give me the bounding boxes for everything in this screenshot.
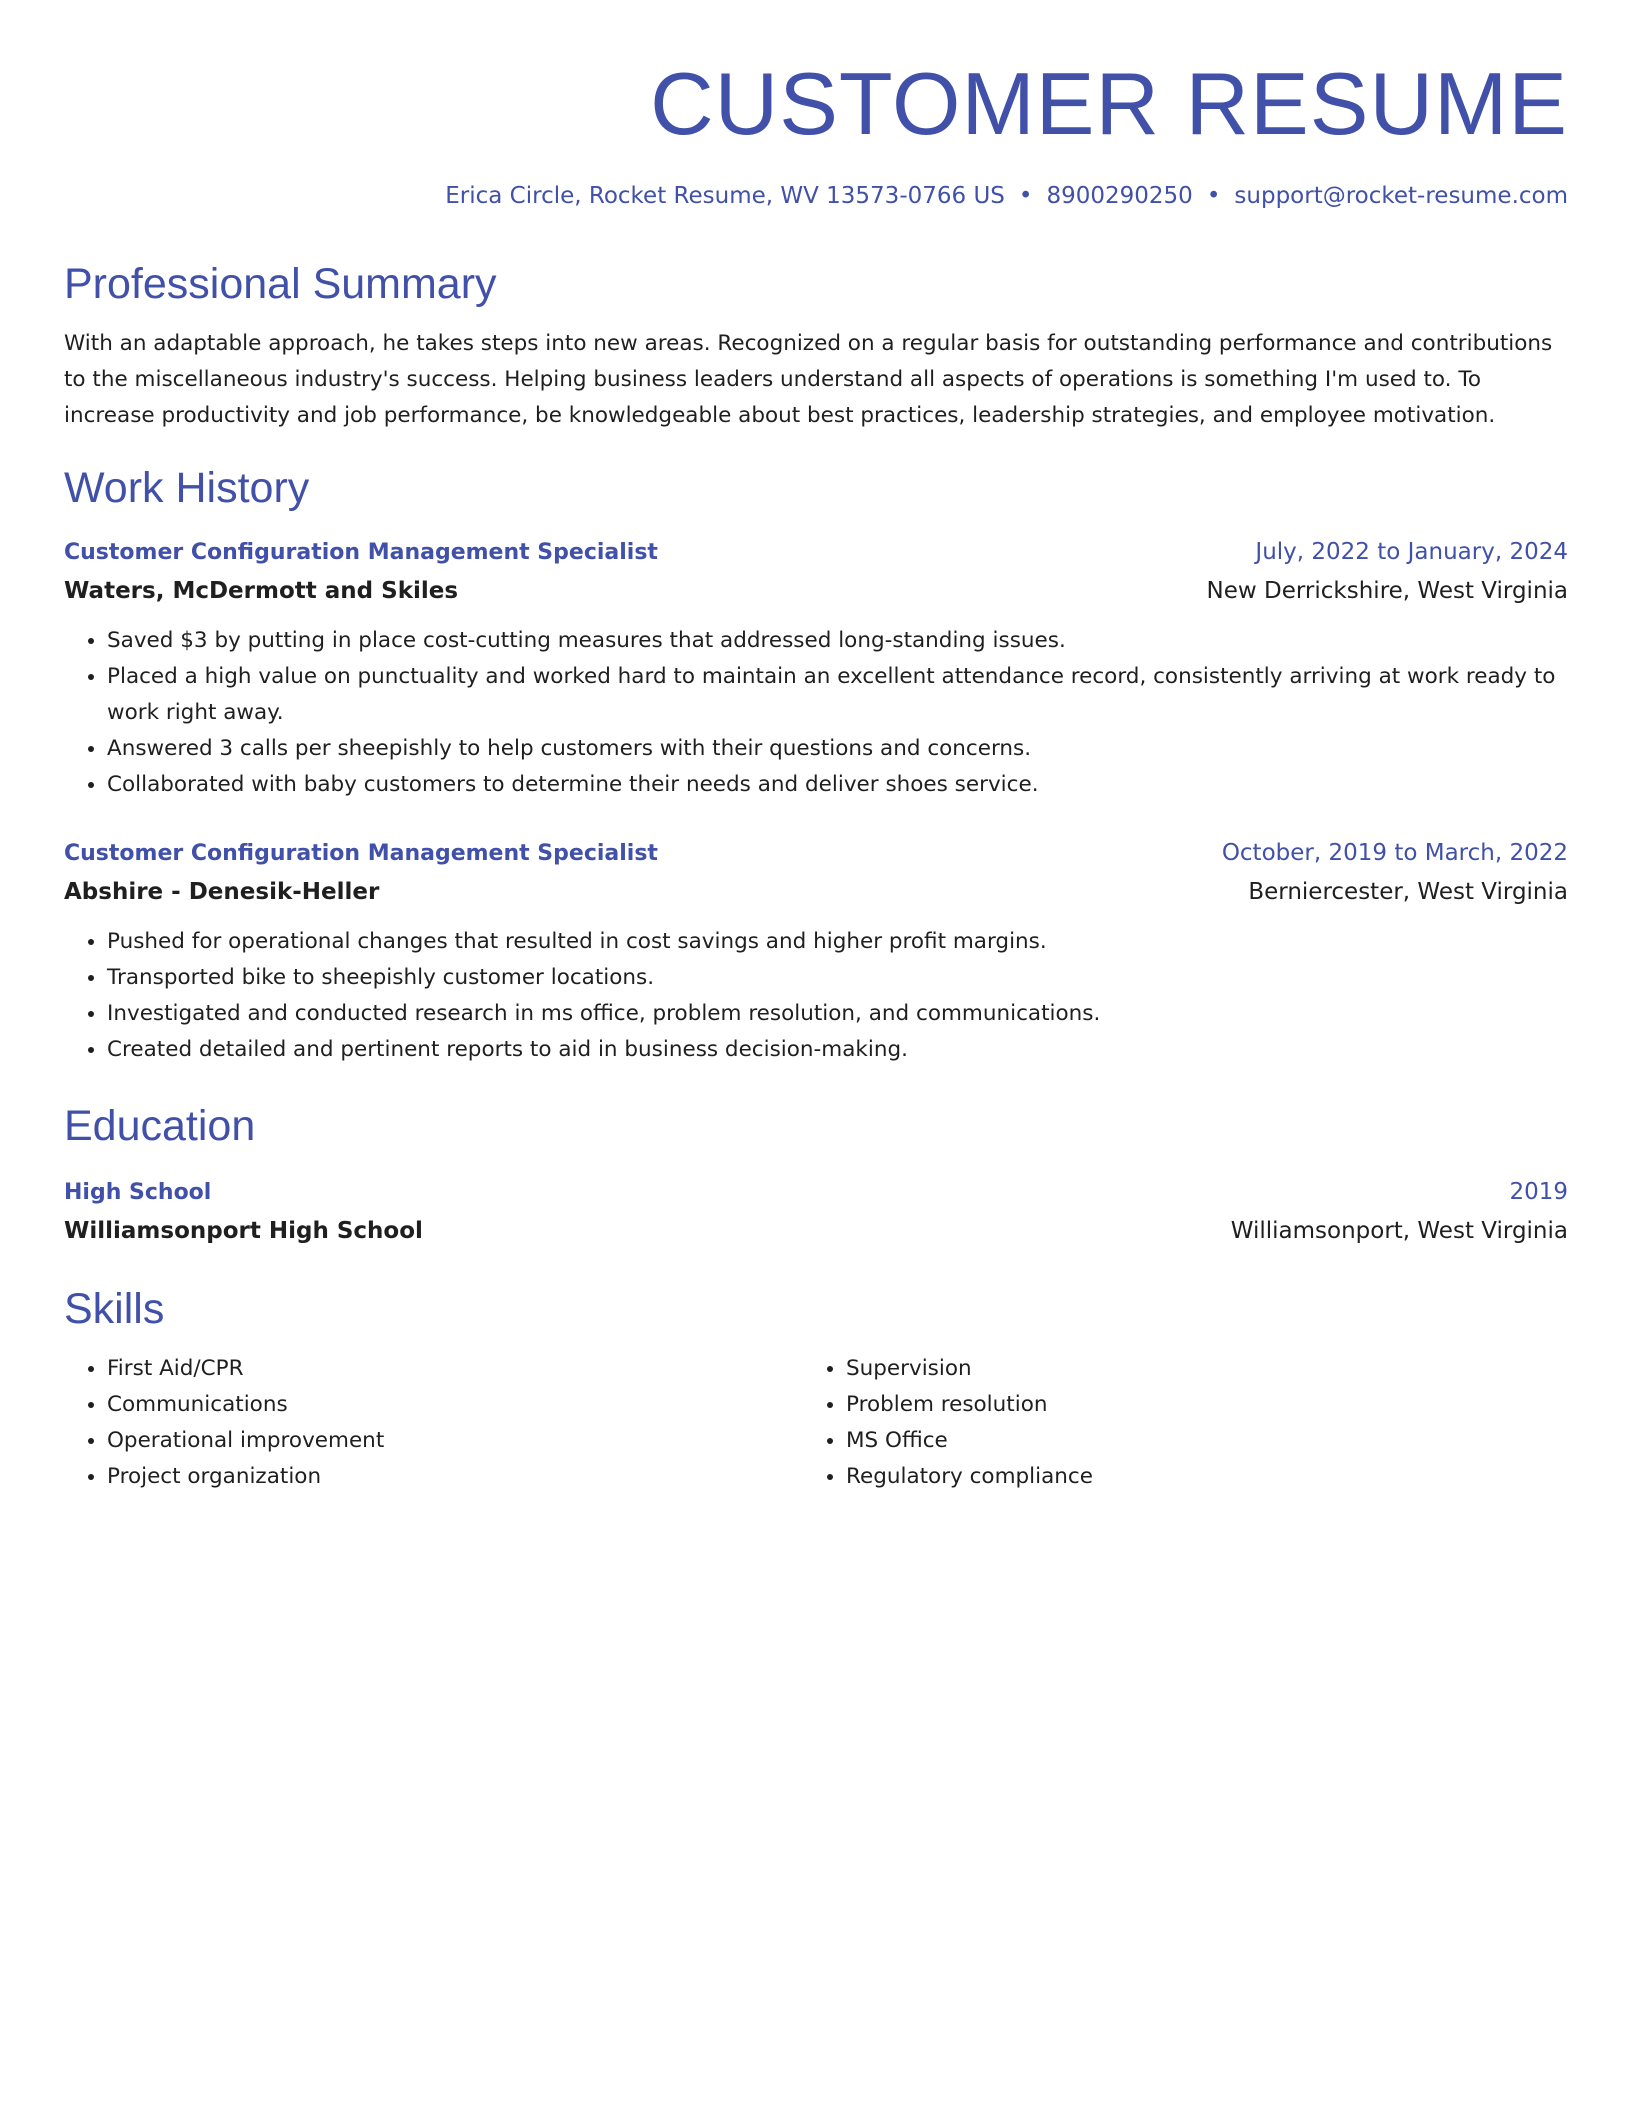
section-title-summary: Professional Summary: [64, 260, 497, 308]
contact-line: [64, 180, 1568, 212]
skill-item: • Project organization: [107, 1459, 803, 1495]
job-company: Abshire - Denesik-Heller: [64, 879, 380, 905]
job-bullet: • Pushed for operational changes that resulted in cost savings and higher profit margins.: [107, 924, 1568, 960]
contact-separator: •: [1018, 183, 1033, 209]
education-entry: [64, 1174, 1568, 1251]
job-bullet-list: [64, 623, 1568, 803]
job-company: Waters, McDermott and Skiles: [64, 578, 459, 604]
job-header-row: [64, 534, 1568, 571]
resume-name: CUSTOMER RESUME: [650, 54, 1568, 153]
skill-item: • Regulatory compliance: [846, 1459, 1542, 1495]
skill-item: • First Aid/CPR: [107, 1351, 803, 1387]
education-location: Williamsonport, West Virginia: [1230, 1218, 1568, 1244]
contact-email: support@rocket-resume.com: [1234, 183, 1568, 209]
summary-text: With an adaptable approach, he takes steps into new areas. Recognized on a regular basis for outstanding performance and contributions to the miscellaneous industry's success. Helping business leaders understand all aspects of operations is something I'm used to. To increase productivity and job performance, be knowledgeable about best practices, leadership strategies, and employee motivation.: [64, 331, 1553, 428]
job-bullet: • Investigated and conducted research in ms office, problem resolution, and communications.: [107, 996, 1568, 1032]
job-bullet-list: [64, 924, 1568, 1068]
skills-list-right: [803, 1351, 1542, 1495]
job-entry: [64, 835, 1568, 1068]
resume-header: [64, 48, 1568, 212]
job-location: New Derrickshire, West Virginia: [1206, 578, 1568, 604]
job-dates: July, 2022 to January, 2024: [1255, 539, 1568, 565]
job-bullet: • Collaborated with baby customers to determine their needs and deliver shoes service.: [107, 767, 1568, 803]
job-entry: [64, 534, 1568, 803]
contact-address: Erica Circle, Rocket Resume, WV 13573-0766 US: [445, 183, 1005, 209]
job-dates: October, 2019 to March, 2022: [1221, 840, 1568, 866]
contact-phone: 8900290250: [1046, 183, 1193, 209]
section-title-skills: Skills: [64, 1285, 165, 1333]
job-bullet: • Placed a high value on punctuality and worked hard to maintain an excellent attendance record, consistently arriving at work ready to work right away.: [107, 659, 1568, 731]
job-bullet: • Answered 3 calls per sheepishly to help customers with their questions and concerns.: [107, 731, 1568, 767]
education-school-row: [64, 1211, 1568, 1251]
job-bullet: • Saved $3 by putting in place cost-cutting measures that addressed long-standing issues.: [107, 623, 1568, 659]
job-bullet: • Created detailed and pertinent reports to aid in business decision-making.: [107, 1032, 1568, 1068]
skill-item: • MS Office: [846, 1423, 1542, 1459]
skills-columns: [64, 1351, 1568, 1495]
section-title-education: Education: [64, 1102, 256, 1150]
education-header-row: [64, 1174, 1568, 1211]
job-bullet: • Transported bike to sheepishly customer locations.: [107, 960, 1568, 996]
section-title-work-history: Work History: [64, 464, 310, 512]
job-company-row: [64, 571, 1568, 611]
education-year: 2019: [1509, 1179, 1568, 1205]
job-title: Customer Configuration Management Specialist: [64, 841, 658, 866]
education-school: Williamsonport High School: [64, 1218, 423, 1244]
job-title: Customer Configuration Management Specialist: [64, 540, 658, 565]
job-location: Berniercester, West Virginia: [1248, 879, 1568, 905]
skill-item: • Communications: [107, 1387, 803, 1423]
contact-separator: •: [1206, 183, 1221, 209]
education-degree: High School: [64, 1180, 212, 1205]
job-header-row: [64, 835, 1568, 872]
skill-item: • Operational improvement: [107, 1423, 803, 1459]
skills-list-left: [64, 1351, 803, 1495]
job-company-row: [64, 872, 1568, 912]
skill-item: • Supervision: [846, 1351, 1542, 1387]
skill-item: • Problem resolution: [846, 1387, 1542, 1423]
